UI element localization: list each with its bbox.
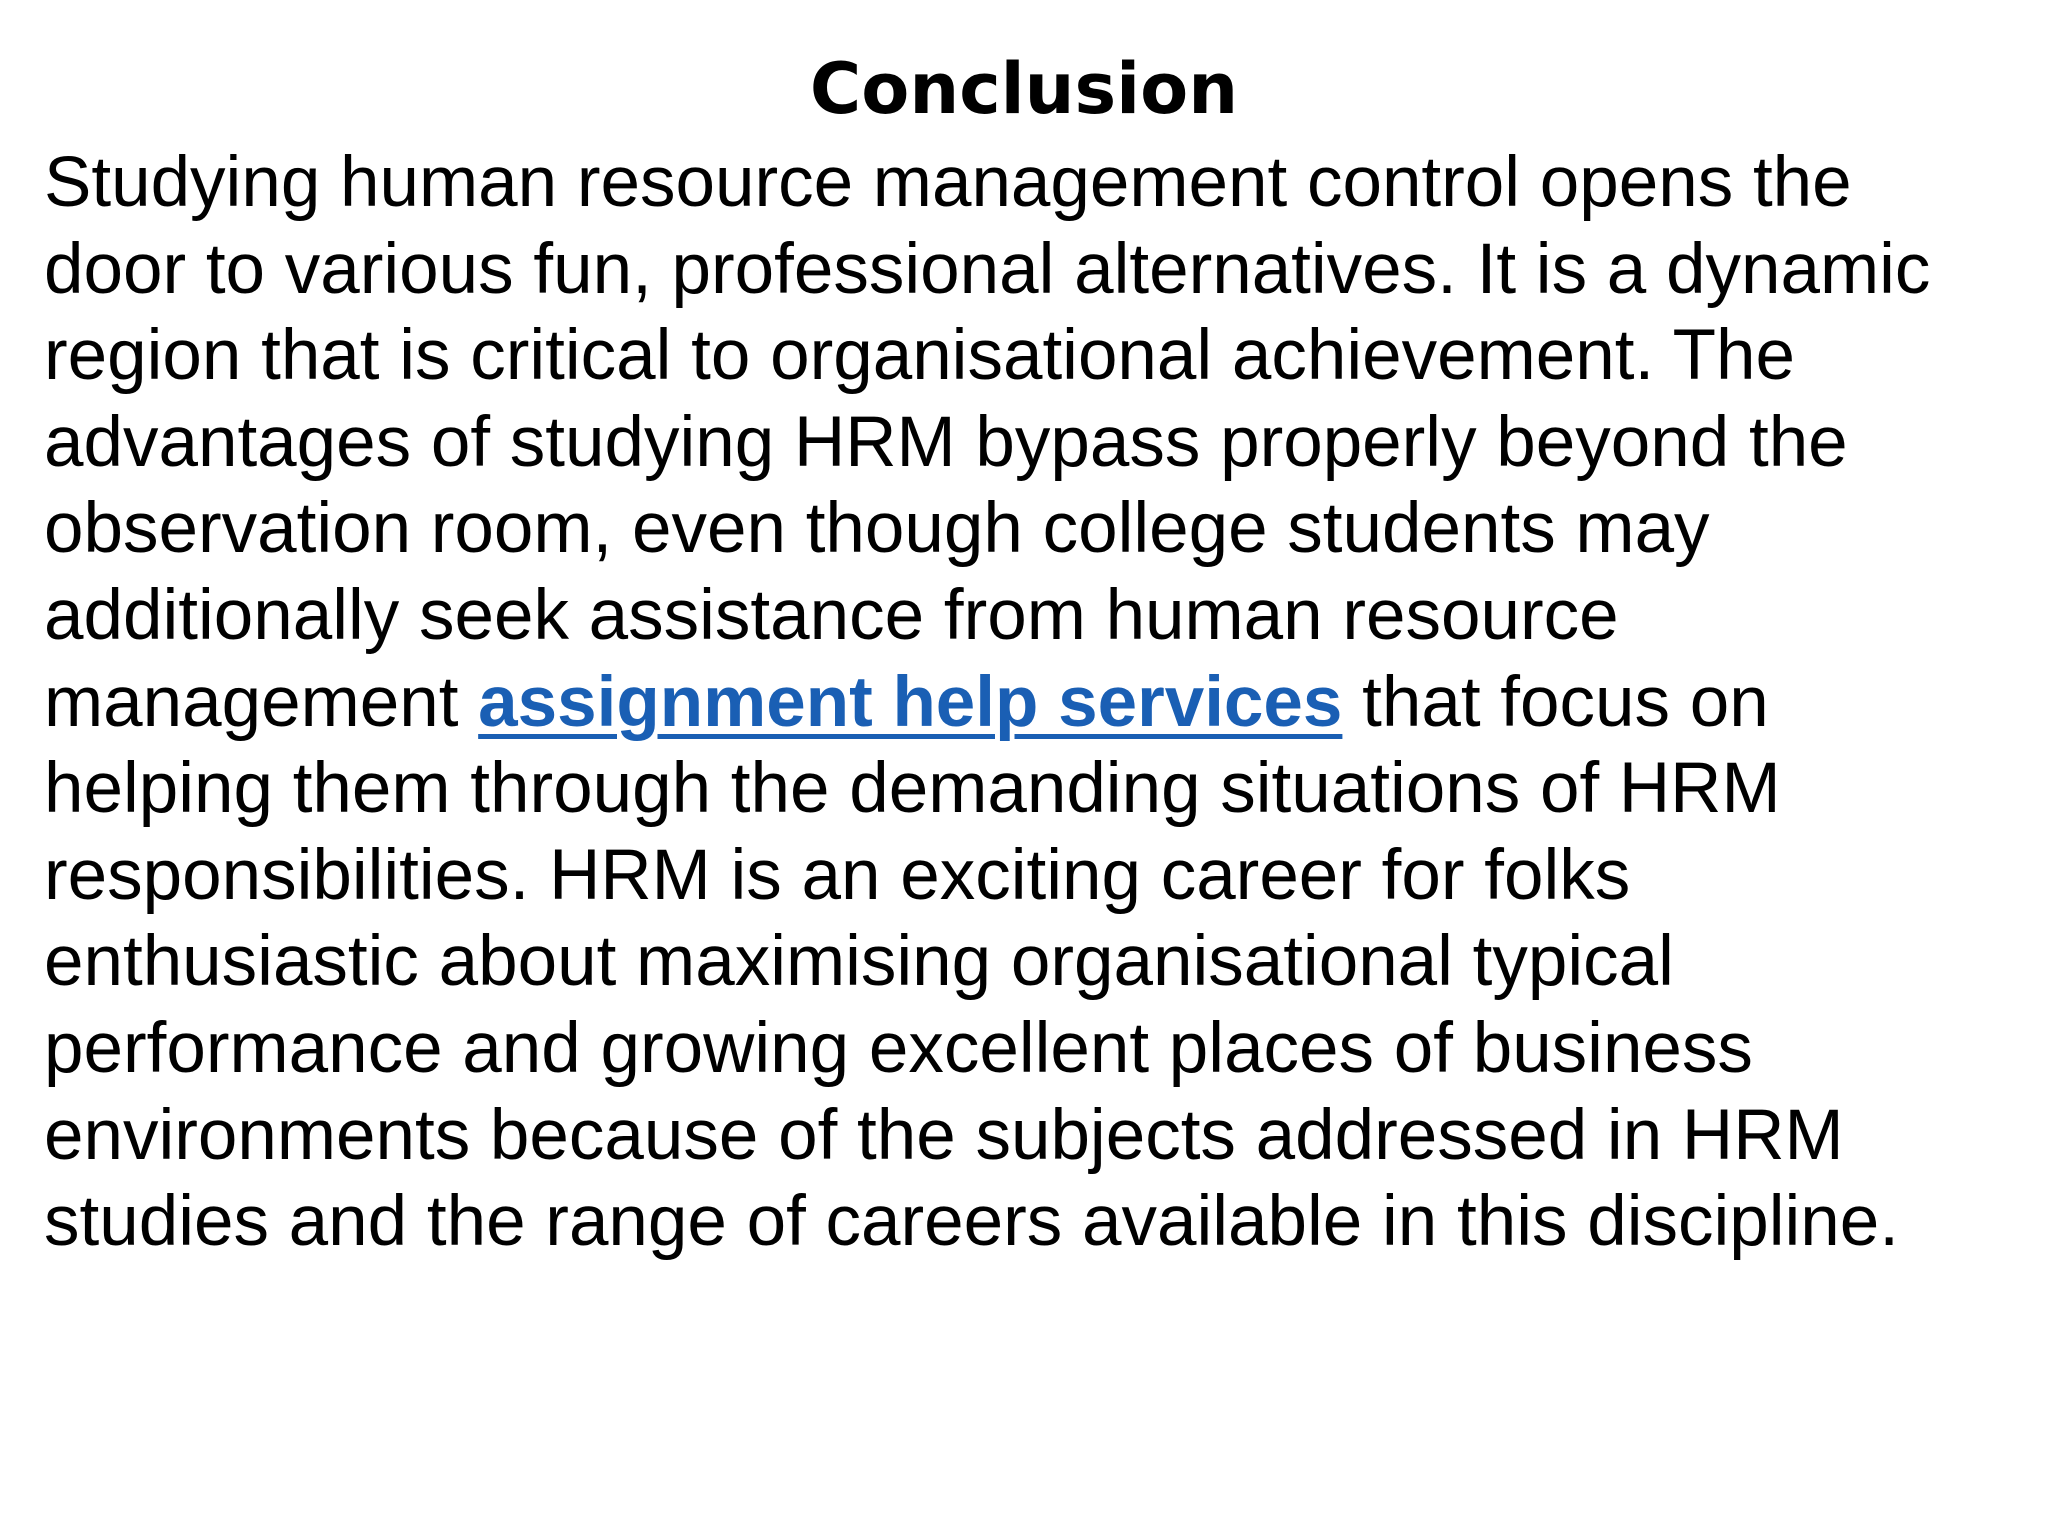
paragraph-line: environments because of the subjects addressed in HRM xyxy=(44,1095,1844,1175)
paragraph-line: door to various fun, professional alternatives. It is a dynamic xyxy=(44,229,1931,309)
paragraph-line: studies and the range of careers available in this discipline. xyxy=(44,1182,1899,1262)
slide-title: Conclusion xyxy=(809,48,1239,130)
paragraph-line: helping them through the demanding situations of HRM xyxy=(44,749,1781,829)
paragraph-line: enthusiastic about maximising organisational typical xyxy=(44,922,1674,1002)
paragraph-line-with-link xyxy=(44,660,2034,747)
paragraph-line: observation room, even though college students may xyxy=(44,489,1710,569)
paragraph-line: region that is critical to organisational achievement. The xyxy=(44,316,1795,396)
link-line-before-text: management xyxy=(44,662,479,742)
conclusion-paragraph xyxy=(44,140,2034,1266)
paragraph-line: Studying human resource management control opens the xyxy=(44,143,1852,222)
link-line-after-text: that focus on xyxy=(1342,662,1769,742)
assignment-help-services-link[interactable]: assignment help services xyxy=(478,662,1343,742)
paragraph-line: advantages of studying HRM bypass properly beyond the xyxy=(44,402,1848,482)
paragraph-line: additionally seek assistance from human resource xyxy=(44,575,1619,655)
paragraph-line: performance and growing excellent places of business xyxy=(44,1008,1753,1088)
paragraph-line: responsibilities. HRM is an exciting career for folks xyxy=(44,835,1631,915)
